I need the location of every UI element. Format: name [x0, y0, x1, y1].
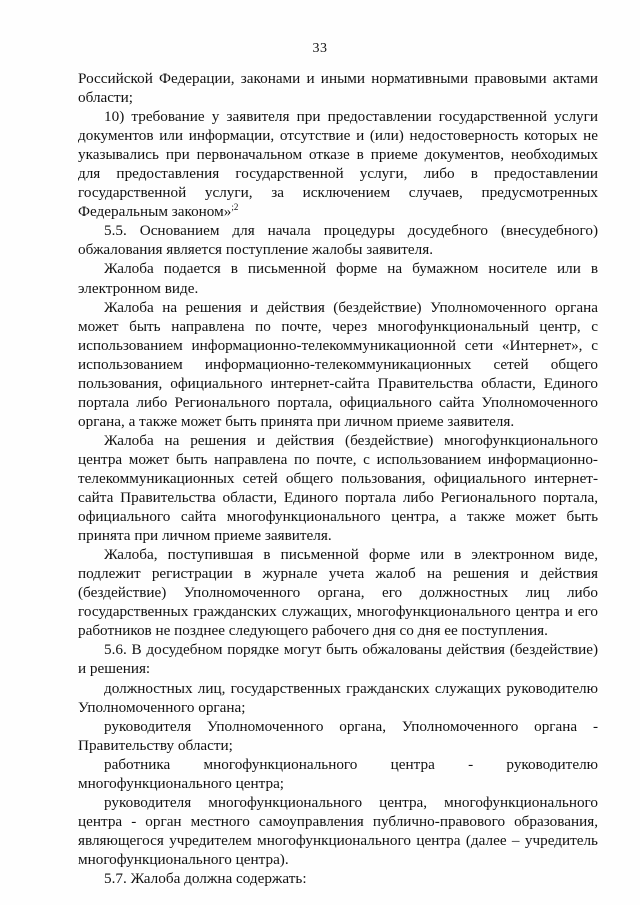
paragraph: Жалоба на решения и действия (бездействие) Уполномоченного органа может быть направлена по почте, через многофункциональный центр, с использованием информационно-телекоммуникационной сети «Интернет», с использованием информационно-телекоммуникационных сетей общего пользования, официального интернет-сайта Правительства области, Единого портала либо Регионального портала, официального сайта Уполномоченного органа, а также может быть принята при личном приеме заявителя. — [78, 298, 598, 430]
list-item: должностных лиц, государственных гражданских служащих руководителю Уполномоченного органа; — [78, 679, 598, 716]
paragraph-continuation: Российской Федерации, законами и иными нормативными правовыми актами области; — [78, 70, 598, 107]
paragraph-item-10 — [78, 107, 598, 221]
paragraph: Жалоба подается в письменной форме на бумажном носителе или в электронном виде. — [78, 260, 598, 297]
paragraph-5-6: 5.6. В досудебном порядке могут быть обжалованы действия (бездействие) и решения: — [78, 641, 598, 678]
page-number: 33 — [312, 41, 328, 56]
paragraph-5-5: 5.5. Основанием для начала процедуры досудебного (внесудебного) обжалования является поступление жалобы заявителя. — [78, 222, 598, 259]
paragraph: Жалоба на решения и действия (бездействие) многофункционального центра может быть направлена по почте, с использованием информационно-телекоммуникационных сетей общего пользования, официального интернет-сайта Правительства области, Единого портала либо Регионального портала, официального сайта многофункционального центра, а также может быть принята при личном приеме заявителя. — [78, 431, 598, 545]
paragraph-5-7: 5.7. Жалоба должна содержать: — [104, 869, 307, 887]
list-item: руководителя многофункционального центра, многофункционального центра - орган местного самоуправления публично-правового образования, являющегося учредителем многофункционального центра (далее – учредитель многофункционального центра). — [78, 793, 598, 868]
footnote-reference: ;2 — [231, 202, 239, 213]
document-body — [78, 69, 598, 888]
paragraph: Жалоба, поступившая в письменной форме или в электронном виде, подлежит регистрации в журнале учета жалоб на решения и действия (бездействие) Уполномоченного органа, его должностных лиц либо государственных гражданских служащих, многофункционального центра и его работников не позднее следующего рабочего дня со дня ее поступления. — [78, 546, 598, 640]
list-item: руководителя Уполномоченного органа, Уполномоченного органа - Правительству области; — [78, 717, 598, 754]
paragraph-item-10-text: 10) требование у заявителя при предоставлении государственной услуги документов или информации, отсутствие и (или) недостоверность которых не указывались при первоначальном отказе в приеме документов, необходимых для предоставления государственной услуги, либо в предоставлении государственной услуги, за исключением случаев, предусмотренных Федеральным законом» — [78, 108, 598, 221]
list-item: работника многофункционального центра - руководителю многофункционального центра; — [78, 755, 598, 792]
